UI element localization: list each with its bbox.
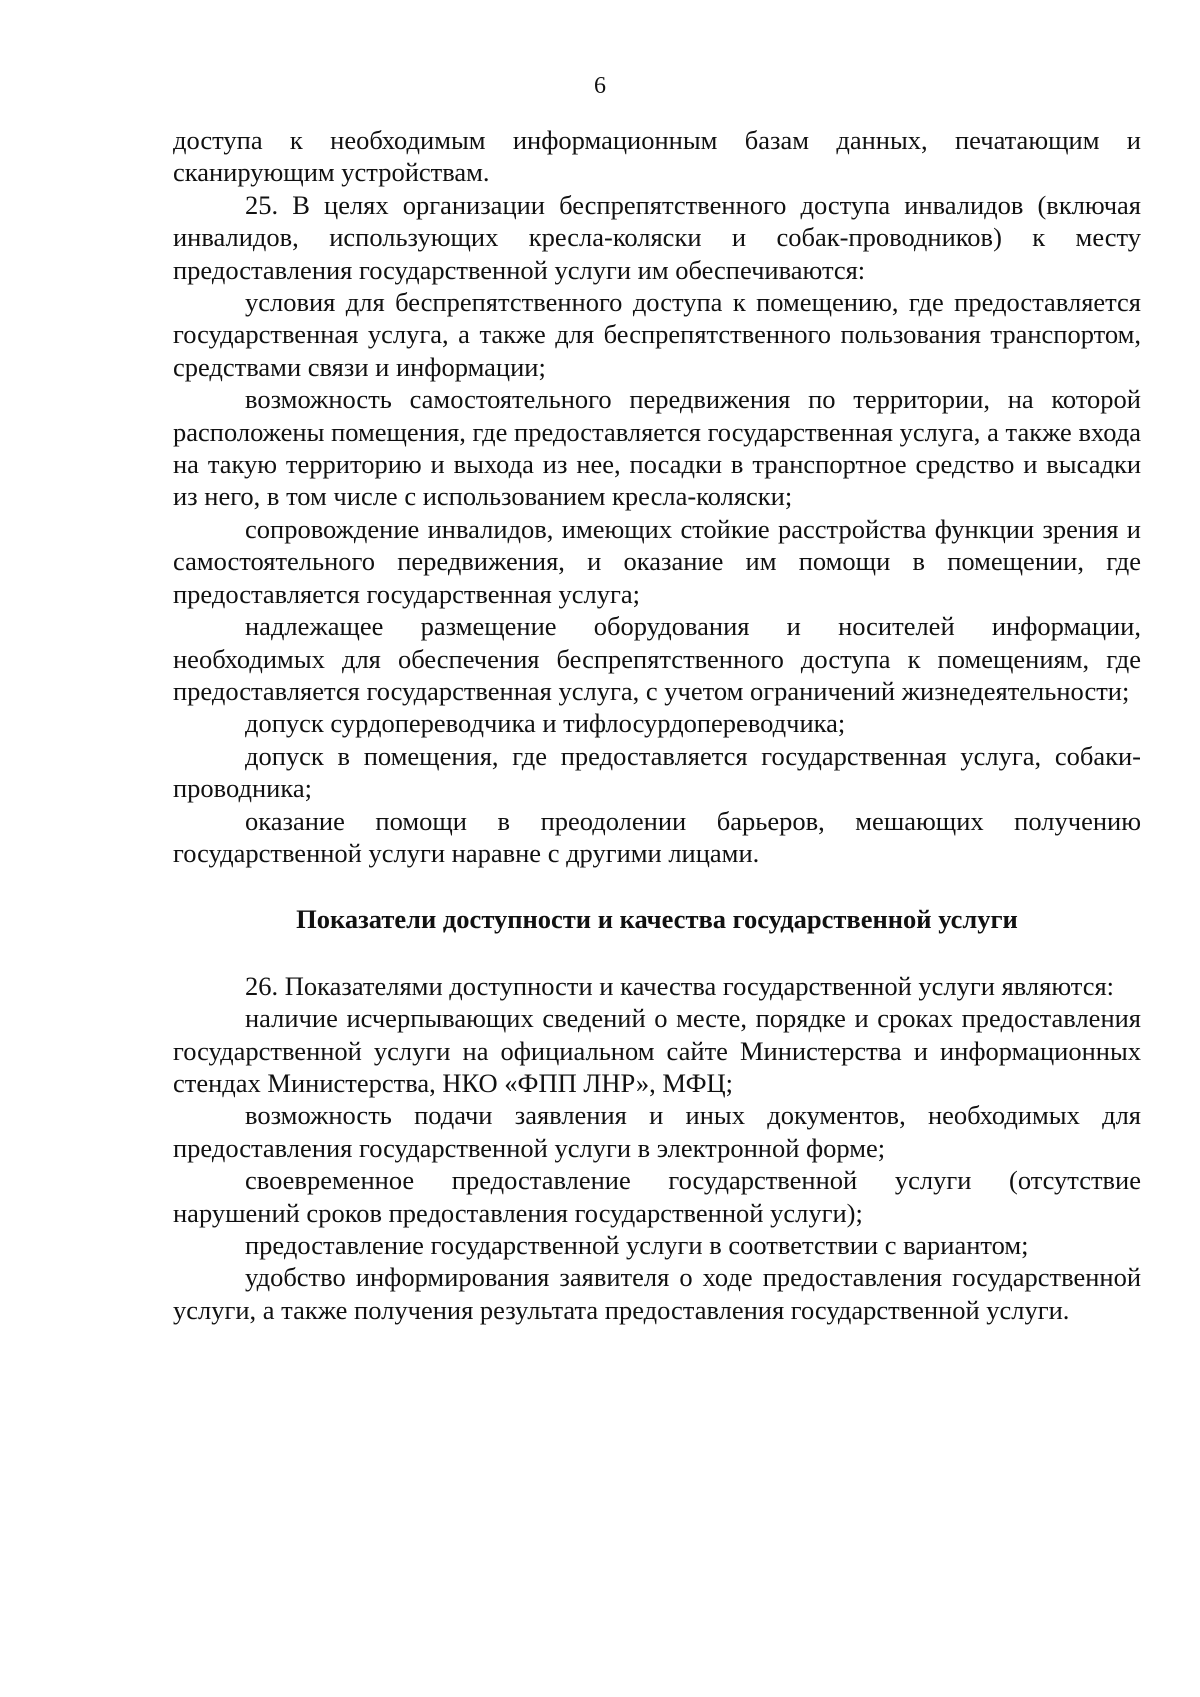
paragraph: 26. Показателями доступности и качества государственной услуги являются: — [245, 970, 1115, 1001]
paragraph: наличие исчерпывающих сведений о месте, порядке и сроках предоставления государственной услуги на официальном сайте Министерства и информационных стендах Министерства, НКО «ФПП ЛНР», МФЦ; — [173, 1003, 1141, 1098]
paragraph: сопровождение инвалидов, имеющих стойкие расстройства функции зрения и самостоятельного передвижения, и оказание им помощи в помещении, где предоставляется государственная услуга; — [173, 513, 1141, 609]
paragraph: удобство информирования заявителя о ходе предоставления государственной услуги, а также получения результата предоставления государственной услуги. — [173, 1262, 1141, 1325]
paragraph: допуск в помещения, где предоставляется государственная услуга, собаки-проводника; — [173, 740, 1141, 804]
page-number: 6 — [594, 73, 606, 99]
paragraph: 25. В целях организации беспрепятственного доступа инвалидов (включая инвалидов, использующих кресла-коляски и собак-проводников) к месту предоставления государственной услуги им обеспечиваются: — [173, 189, 1141, 285]
paragraph: допуск сурдопереводчика и тифлосурдопереводчика; — [245, 708, 846, 739]
paragraph: надлежащее размещение оборудования и носителей информации, необходимых для обеспечения беспрепятственного доступа к помещениям, где предоставляется государственная услуга, с учетом ограничений жизнедеятельности; — [173, 611, 1141, 706]
paragraph: возможность самостоятельного передвижения по территории, на которой расположены помещения, где предоставляется государственная услуга, а также входа на такую территорию и выхода из нее, посадки в транспортное средство и высадки из него, в том числе с использованием кресла-коляски; — [173, 384, 1141, 512]
paragraph: оказание помощи в преодолении барьеров, мешающих получению государственной услуги наравне с другими лицами. — [173, 805, 1141, 868]
paragraph: возможность подачи заявления и иных документов, необходимых для предоставления государственной услуги в электронной форме; — [173, 1100, 1141, 1163]
paragraph: условия для беспрепятственного доступа к помещению, где предоставляется государственная услуга, а также для беспрепятственного пользования транспортом, средствами связи и информации; — [173, 287, 1141, 382]
document-body — [173, 124, 1141, 1326]
paragraph: доступа к необходимым информационным базам данных, печатающим и сканирующим устройствам. — [173, 125, 1141, 188]
paragraph: предоставление государственной услуги в соответствии с вариантом; — [245, 1230, 1029, 1260]
section-heading: Показатели доступности и качества государственной услуги — [296, 904, 1018, 935]
paragraph: своевременное предоставление государственной услуги (отсутствие нарушений сроков предоставления государственной услуги); — [173, 1165, 1141, 1228]
